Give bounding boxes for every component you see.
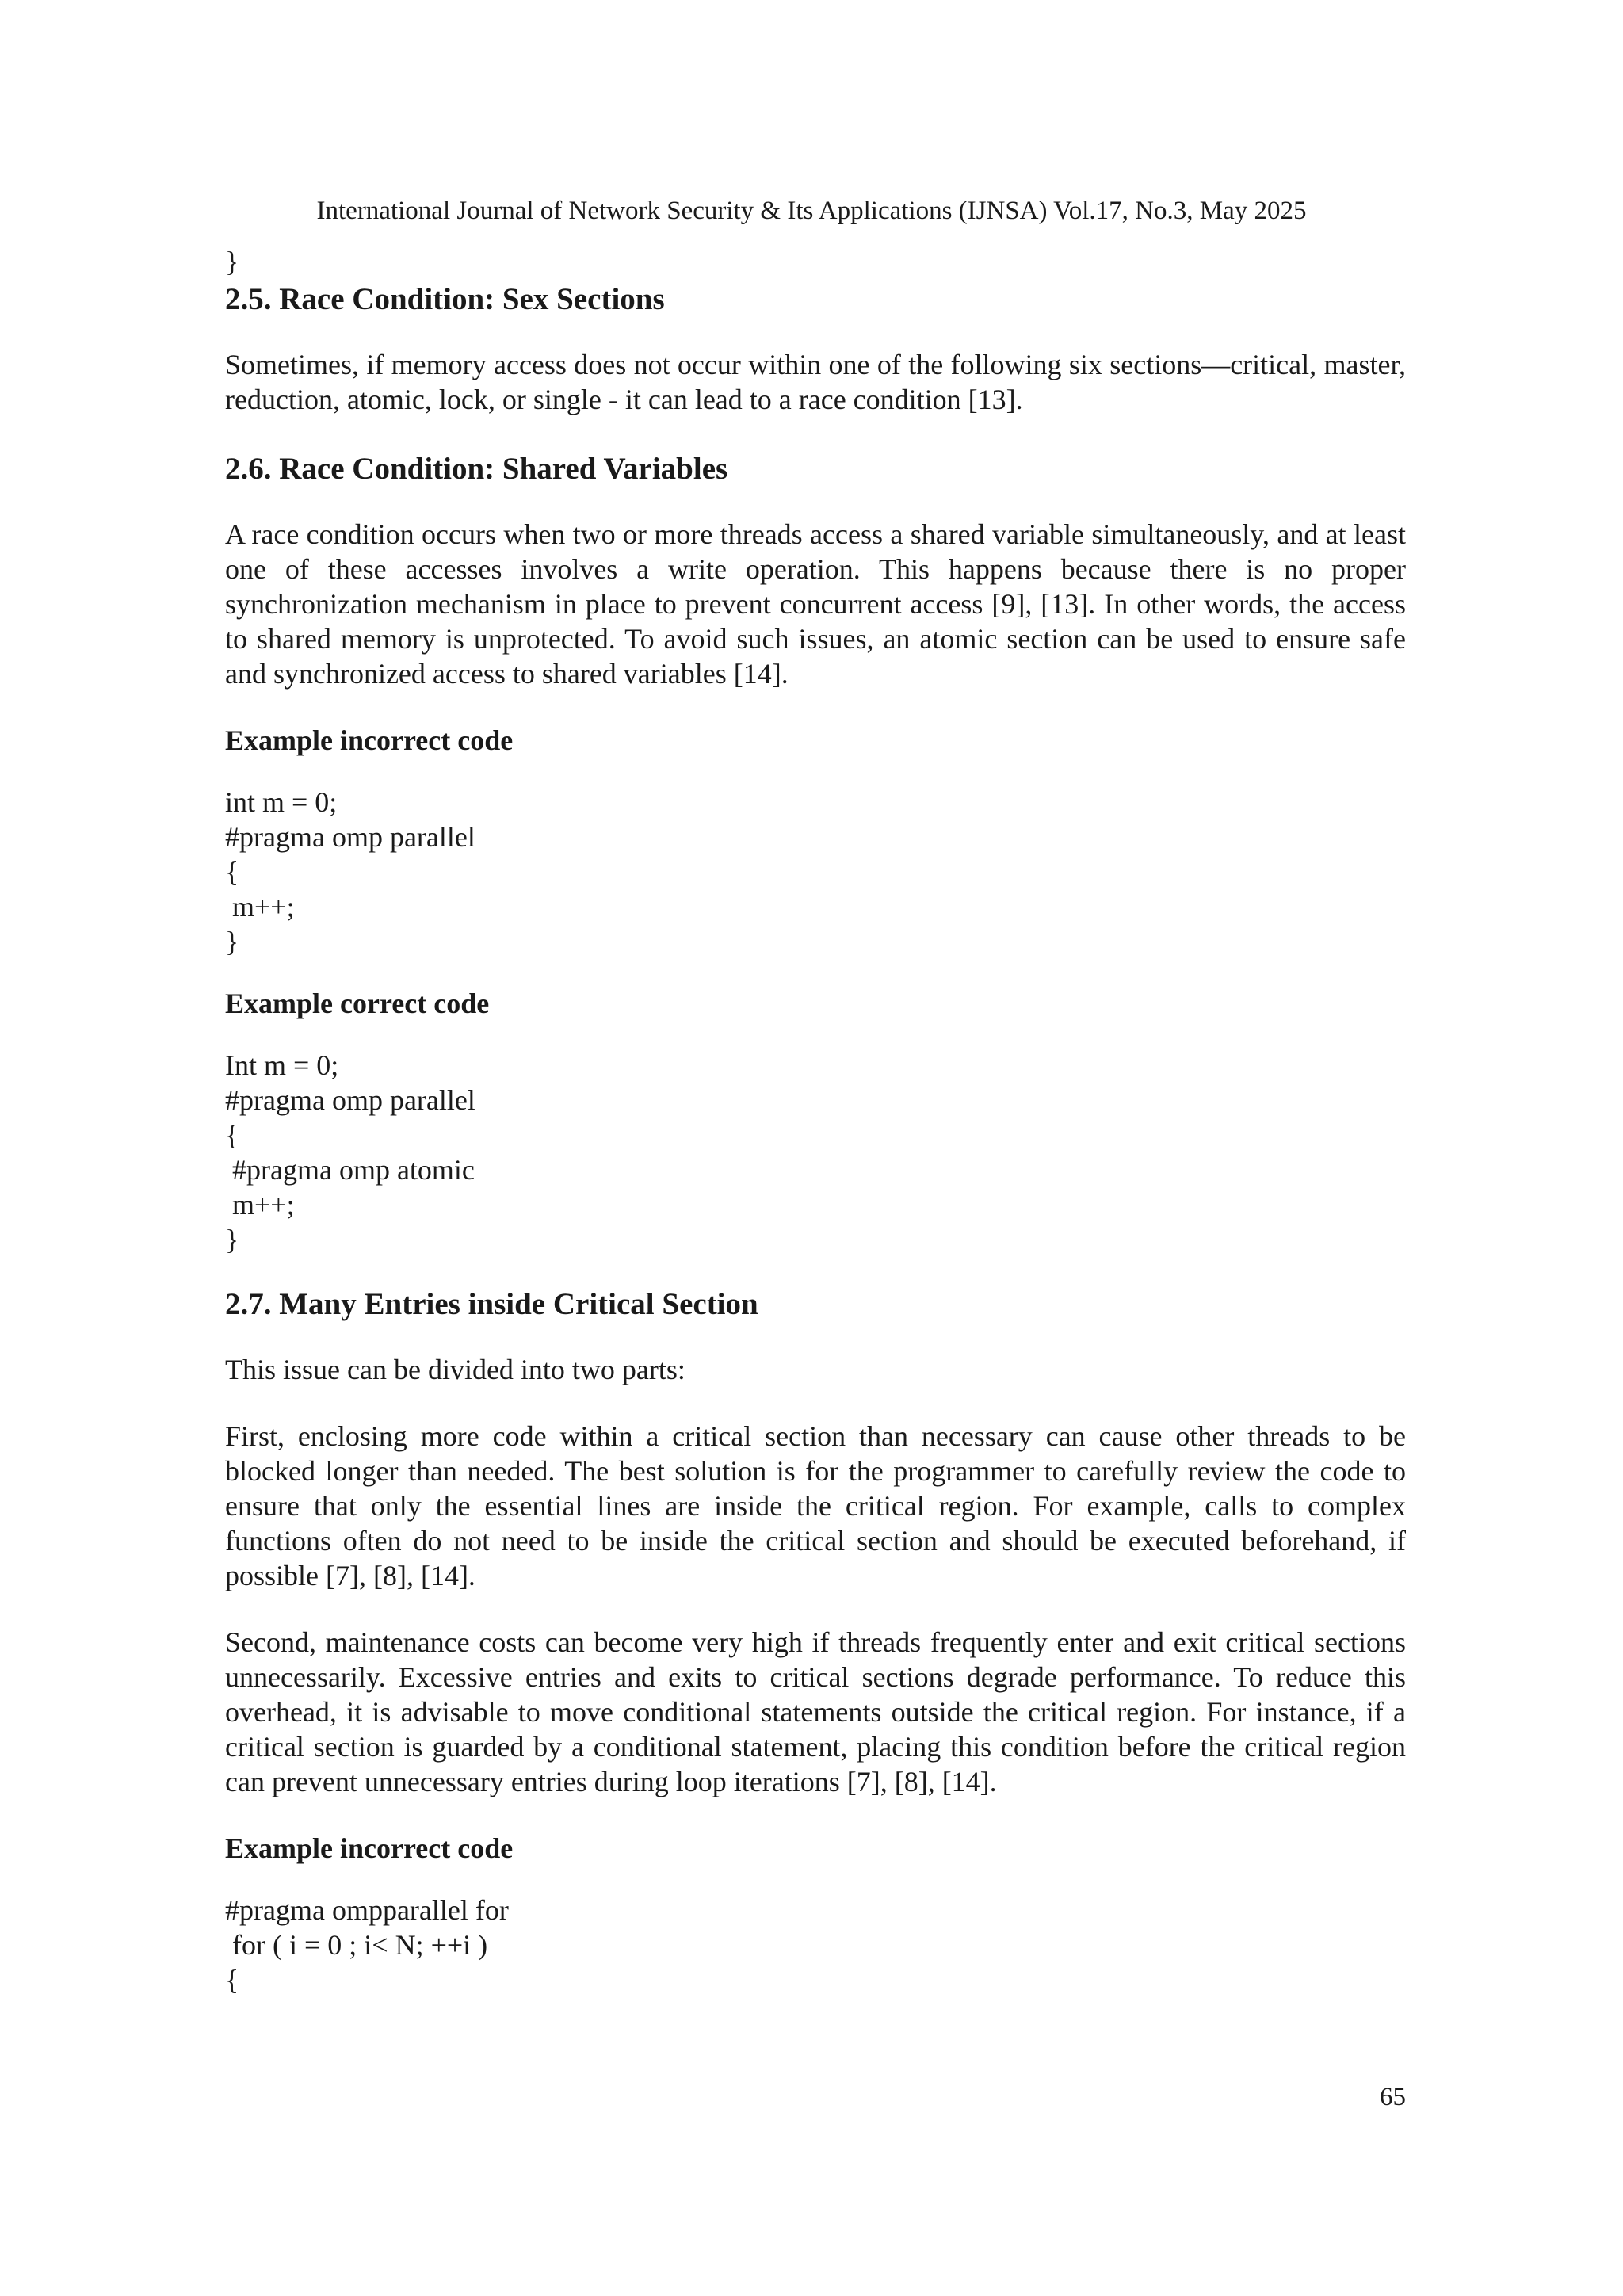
code-block-correct bbox=[225, 1048, 1406, 1257]
running-header: International Journal of Network Security & Its Applications (IJNSA) Vol.17, No.3, May 2025 bbox=[316, 197, 1307, 225]
section-2-7-paragraph-2: Second, maintenance costs can become very high if threads frequently enter and exit critical sections unnecessarily. Excessive entries and exits to critical sections degrade performance. To reduce this overhead, it is advisable to move conditional statements outside the critical region. For instance, if a critical section is guarded by a conditional statement, placing this condition before the critical region can prevent unnecessary entries during loop iterations [7], [8], [14]. bbox=[225, 1626, 1406, 1797]
section-2-5-paragraph: Sometimes, if memory access does not occur within one of the following six sections—critical, master, reduction, atomic, lock, or single - it can lead to a race condition [13]. bbox=[225, 349, 1406, 415]
code-line: #pragma omp parallel bbox=[225, 821, 475, 853]
code-block-incorrect-2 bbox=[225, 1893, 1406, 1997]
example-correct-label: Example correct code bbox=[225, 988, 490, 1019]
section-heading-2-7: 2.7. Many Entries inside Critical Section bbox=[225, 1287, 758, 1321]
section-2-6-paragraph: A race condition occurs when two or more threads access a shared variable simultaneously, and at least one of these accesses involves a write operation. This happens because there is no proper synchronization mechanism in place to prevent concurrent access [9], [13]. In other words, the access to shared memory is unprotected. To avoid such issues, an atomic section can be used to ensure safe and synchronized access to shared variables [14]. bbox=[225, 518, 1406, 690]
section-2-7-paragraph-1: First, enclosing more code within a critical section than necessary can cause other threads to be blocked longer than needed. The best solution is for the programmer to carefully review the code to ensure that only the essential lines are inside the critical region. For example, calls to complex functions often do not need to be inside the critical section and should be executed beforehand, if possible [7], [8], [14]. bbox=[225, 1420, 1406, 1591]
page-body bbox=[225, 244, 1406, 1997]
code-line: { bbox=[225, 856, 239, 888]
example-incorrect-label: Example incorrect code bbox=[225, 724, 514, 756]
code-line: } bbox=[225, 926, 239, 957]
page-number: 65 bbox=[1380, 2083, 1406, 2111]
code-line: int m = 0; bbox=[225, 786, 338, 818]
code-block-incorrect-1 bbox=[225, 785, 1406, 959]
code-line: m++; bbox=[225, 891, 295, 923]
code-line: Int m = 0; bbox=[225, 1049, 339, 1081]
closing-brace: } bbox=[225, 246, 239, 277]
code-line: { bbox=[225, 1964, 239, 1996]
section-2-7-intro: This issue can be divided into two parts: bbox=[225, 1354, 685, 1385]
code-line: m++; bbox=[225, 1189, 295, 1221]
code-line: #pragma ompparallel for bbox=[225, 1894, 509, 1926]
code-line: #pragma omp atomic bbox=[225, 1154, 475, 1186]
code-line: #pragma omp parallel bbox=[225, 1084, 475, 1116]
code-line: } bbox=[225, 1224, 239, 1255]
section-heading-2-5: 2.5. Race Condition: Sex Sections bbox=[225, 282, 665, 316]
code-line: for ( i = 0 ; i< N; ++i ) bbox=[225, 1929, 488, 1961]
example-incorrect-label-2: Example incorrect code bbox=[225, 1832, 514, 1864]
code-line: { bbox=[225, 1119, 239, 1151]
section-heading-2-6: 2.6. Race Condition: Shared Variables bbox=[225, 452, 728, 486]
